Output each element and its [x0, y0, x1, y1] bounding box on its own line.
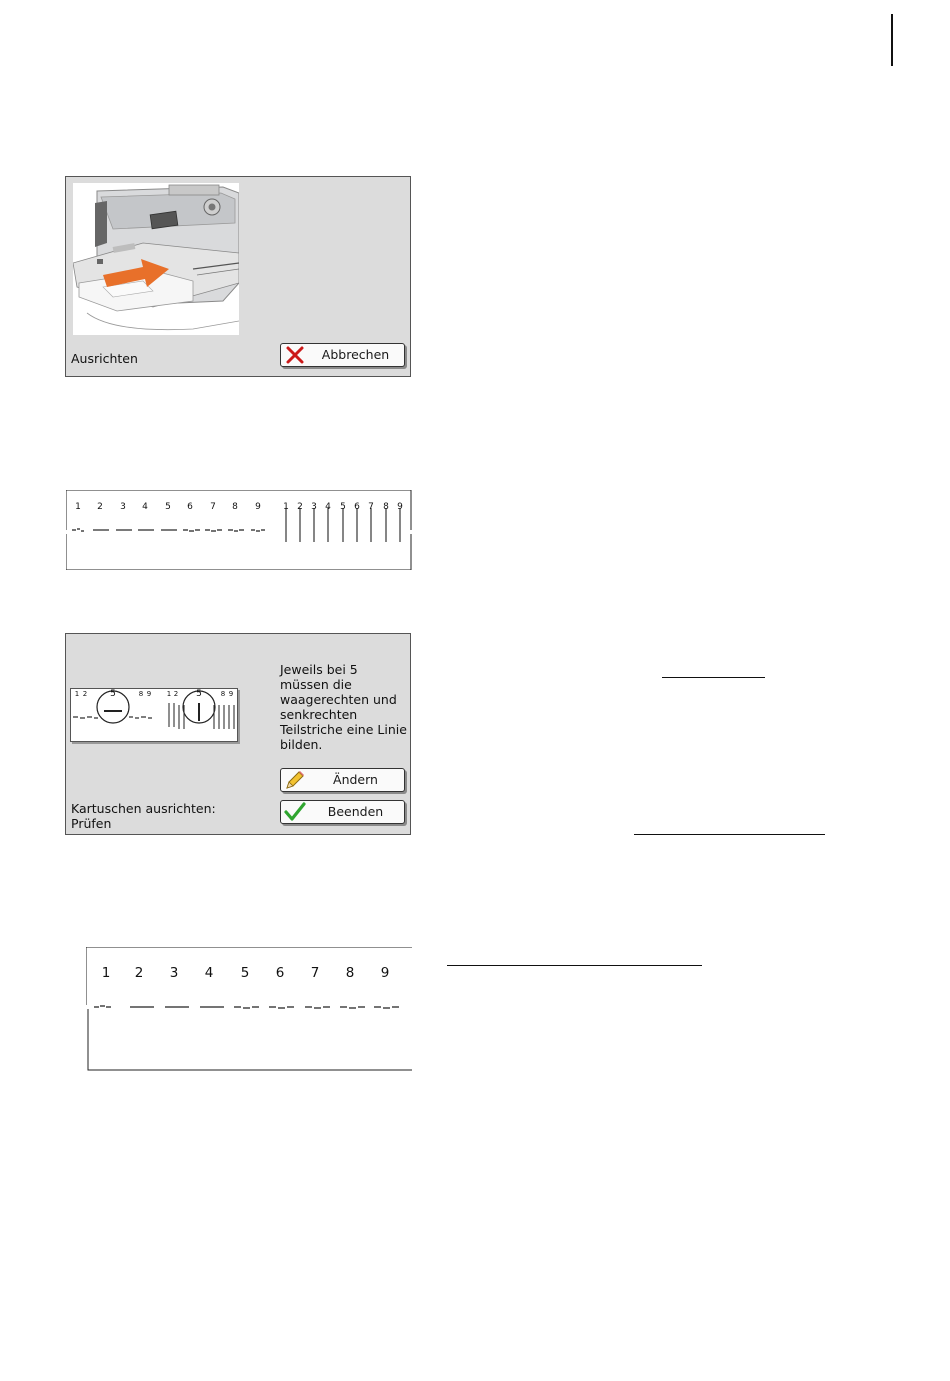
v-number: 1: [283, 502, 289, 512]
h-number: 2: [97, 502, 103, 512]
h-number: 4: [142, 502, 148, 512]
finish-button[interactable]: [280, 800, 405, 824]
h-number: 1: [75, 502, 81, 512]
change-button-label: Ändern: [333, 772, 378, 787]
preview-number: 8: [220, 690, 226, 698]
h-number: 3: [120, 502, 126, 512]
zoom-number: 2: [134, 965, 144, 981]
screen-align: [65, 176, 411, 377]
alignment-preview: [70, 688, 238, 742]
test-pattern-strip: [66, 490, 412, 570]
instruction-text: Jeweils bei 5 müssen die waagerechten und senkrechten Teilstriche eine Linie bilden.: [280, 662, 407, 752]
zoom-number: 6: [275, 965, 285, 981]
zoom-number: 7: [310, 965, 320, 981]
v-number: 6: [354, 502, 360, 512]
zoom-number: 4: [204, 965, 214, 981]
h-number: 6: [187, 502, 193, 512]
zoom-pattern-strip: [86, 947, 413, 1071]
preview-number: 2: [82, 690, 88, 698]
change-button[interactable]: [280, 768, 405, 792]
h-number: 5: [165, 502, 171, 512]
v-number: 3: [311, 502, 317, 512]
h-number: 8: [232, 502, 238, 512]
preview-number: 9: [228, 690, 234, 698]
v-number: 5: [340, 502, 346, 512]
v-number: 2: [297, 502, 303, 512]
v-number: 8: [383, 502, 389, 512]
screen-align-caption: Ausrichten: [71, 351, 138, 366]
underline-rule: [634, 834, 825, 835]
preview-number: 1: [74, 690, 80, 698]
pencil-icon: [284, 770, 306, 790]
preview-number: 1: [166, 690, 172, 698]
preview-number: 8: [138, 690, 144, 698]
zoom-number: 1: [101, 965, 111, 981]
screen-check-caption-line1: Kartuschen ausrichten:: [71, 801, 216, 816]
page-corner-rule: [891, 14, 893, 66]
v-number: 4: [325, 502, 331, 512]
cancel-x-icon: [284, 345, 306, 365]
underline-rule: [447, 965, 702, 966]
preview-number: 9: [146, 690, 152, 698]
printer-illustration: [73, 183, 239, 335]
preview-number: 5: [196, 689, 202, 699]
h-number: 7: [210, 502, 216, 512]
cancel-button[interactable]: [280, 343, 405, 367]
cancel-button-label: Abbrechen: [321, 347, 390, 362]
underline-rule: [662, 677, 765, 678]
screen-check: [65, 633, 411, 835]
zoom-number: 9: [380, 965, 390, 981]
v-number: 9: [397, 502, 403, 512]
v-number: 7: [368, 502, 374, 512]
preview-number: 5: [110, 689, 116, 699]
zoom-number: 5: [240, 965, 250, 981]
checkmark-icon: [284, 802, 306, 822]
zoom-number: 8: [345, 965, 355, 981]
preview-number: 2: [173, 690, 179, 698]
screen-check-caption-line2: Prüfen: [71, 816, 112, 831]
zoom-number: 3: [169, 965, 179, 981]
h-number: 9: [255, 502, 261, 512]
finish-button-label: Beenden: [327, 804, 384, 819]
